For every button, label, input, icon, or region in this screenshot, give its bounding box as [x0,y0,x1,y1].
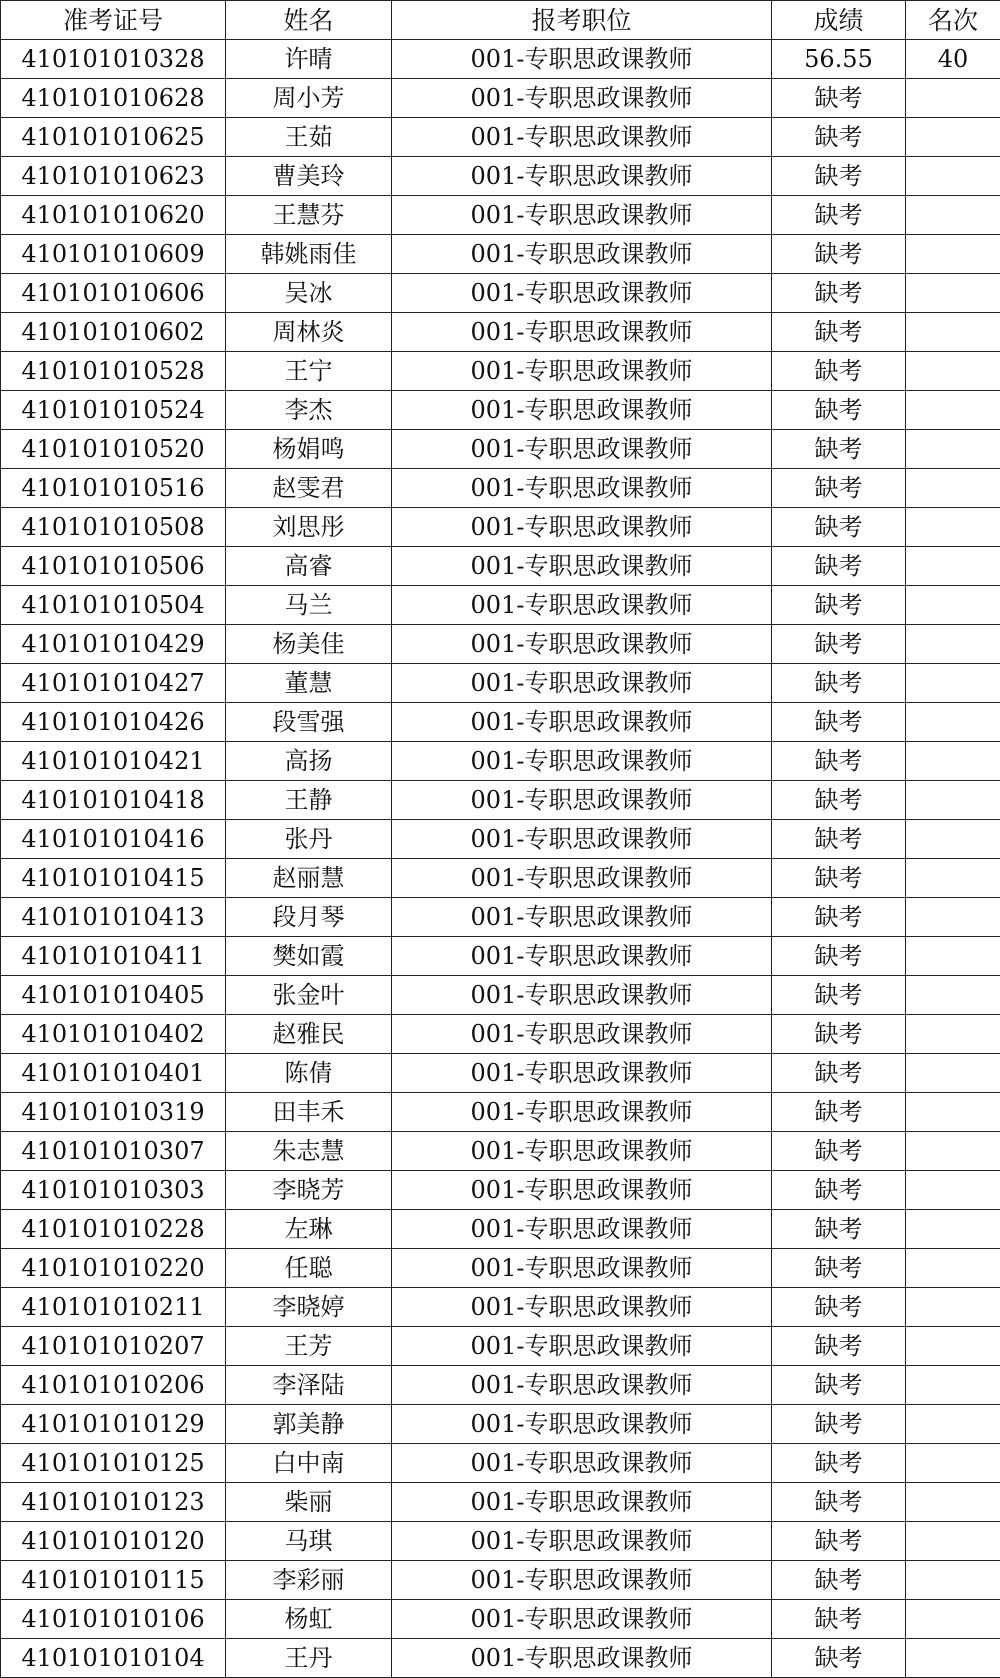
table-row [1,547,1000,586]
cell-rank [906,898,1000,937]
cell-score: 缺考 [772,235,906,274]
cell-name: 杨虹 [226,1600,392,1639]
cell-exam-id: 410101010413 [1,898,226,937]
cell-exam-id: 410101010504 [1,586,226,625]
table-row [1,664,1000,703]
table-row [1,586,1000,625]
cell-exam-id: 410101010405 [1,976,226,1015]
cell-name: 李晓芳 [226,1171,392,1210]
cell-score: 缺考 [772,79,906,118]
table-row [1,235,1000,274]
cell-name: 赵雯君 [226,469,392,508]
cell-rank [906,1132,1000,1171]
cell-position: 001-专职思政课教师 [392,1288,772,1327]
cell-position: 001-专职思政课教师 [392,898,772,937]
cell-position: 001-专职思政课教师 [392,196,772,235]
table-row [1,859,1000,898]
cell-score: 缺考 [772,703,906,742]
table-row [1,1210,1000,1249]
table-row [1,1522,1000,1561]
cell-rank [906,625,1000,664]
cell-exam-id: 410101010506 [1,547,226,586]
cell-rank [906,586,1000,625]
cell-position: 001-专职思政课教师 [392,1210,772,1249]
cell-exam-id: 410101010303 [1,1171,226,1210]
cell-name: 马兰 [226,586,392,625]
table-row [1,1600,1000,1639]
cell-rank [906,1444,1000,1483]
cell-position: 001-专职思政课教师 [392,1639,772,1678]
cell-name: 田丰禾 [226,1093,392,1132]
table-row [1,781,1000,820]
cell-name: 马琪 [226,1522,392,1561]
cell-exam-id: 410101010418 [1,781,226,820]
table-row [1,820,1000,859]
cell-score: 缺考 [772,1522,906,1561]
cell-position: 001-专职思政课教师 [392,352,772,391]
cell-rank [906,274,1000,313]
cell-score: 缺考 [772,1483,906,1522]
cell-score: 56.55 [772,40,906,79]
cell-position: 001-专职思政课教师 [392,1054,772,1093]
cell-name: 陈倩 [226,1054,392,1093]
table-row [1,1054,1000,1093]
cell-exam-id: 410101010411 [1,937,226,976]
cell-name: 柴丽 [226,1483,392,1522]
cell-name: 李泽陆 [226,1366,392,1405]
header-name: 姓名 [226,1,392,40]
cell-score: 缺考 [772,313,906,352]
cell-name: 段雪强 [226,703,392,742]
cell-name: 段月琴 [226,898,392,937]
cell-score: 缺考 [772,1366,906,1405]
cell-name: 张金叶 [226,976,392,1015]
cell-exam-id: 410101010120 [1,1522,226,1561]
cell-name: 周林炎 [226,313,392,352]
cell-rank [906,1054,1000,1093]
table-row [1,469,1000,508]
cell-position: 001-专职思政课教师 [392,40,772,79]
cell-rank [906,547,1000,586]
cell-name: 高扬 [226,742,392,781]
cell-exam-id: 410101010508 [1,508,226,547]
cell-position: 001-专职思政课教师 [392,859,772,898]
cell-rank [906,703,1000,742]
cell-score: 缺考 [772,1327,906,1366]
cell-score: 缺考 [772,1210,906,1249]
cell-exam-id: 410101010427 [1,664,226,703]
cell-exam-id: 410101010528 [1,352,226,391]
cell-exam-id: 410101010623 [1,157,226,196]
cell-rank [906,508,1000,547]
cell-exam-id: 410101010606 [1,274,226,313]
cell-exam-id: 410101010206 [1,1366,226,1405]
cell-score: 缺考 [772,742,906,781]
cell-position: 001-专职思政课教师 [392,313,772,352]
cell-score: 缺考 [772,937,906,976]
cell-score: 缺考 [772,859,906,898]
cell-name: 董慧 [226,664,392,703]
cell-position: 001-专职思政课教师 [392,1249,772,1288]
table-row [1,508,1000,547]
cell-score: 缺考 [772,1639,906,1678]
table-row [1,976,1000,1015]
cell-name: 杨娟鸣 [226,430,392,469]
cell-position: 001-专职思政课教师 [392,430,772,469]
cell-score: 缺考 [772,391,906,430]
table-row [1,937,1000,976]
cell-position: 001-专职思政课教师 [392,742,772,781]
header-rank: 名次 [906,1,1000,40]
table-row [1,742,1000,781]
cell-score: 缺考 [772,1444,906,1483]
cell-score: 缺考 [772,1171,906,1210]
cell-score: 缺考 [772,196,906,235]
cell-exam-id: 410101010524 [1,391,226,430]
cell-name: 周小芳 [226,79,392,118]
cell-position: 001-专职思政课教师 [392,1015,772,1054]
cell-position: 001-专职思政课教师 [392,1171,772,1210]
cell-name: 朱志慧 [226,1132,392,1171]
cell-name: 郭美静 [226,1405,392,1444]
cell-rank [906,157,1000,196]
cell-exam-id: 410101010125 [1,1444,226,1483]
cell-exam-id: 410101010207 [1,1327,226,1366]
cell-score: 缺考 [772,547,906,586]
cell-position: 001-专职思政课教师 [392,391,772,430]
cell-rank [906,664,1000,703]
table-row [1,391,1000,430]
cell-name: 李杰 [226,391,392,430]
cell-position: 001-专职思政课教师 [392,79,772,118]
cell-score: 缺考 [772,1600,906,1639]
cell-name: 王慧芬 [226,196,392,235]
cell-position: 001-专职思政课教师 [392,1366,772,1405]
cell-score: 缺考 [772,1132,906,1171]
cell-name: 王宁 [226,352,392,391]
cell-position: 001-专职思政课教师 [392,508,772,547]
cell-rank [906,781,1000,820]
cell-name: 王芳 [226,1327,392,1366]
cell-rank [906,1639,1000,1678]
cell-exam-id: 410101010319 [1,1093,226,1132]
cell-exam-id: 410101010401 [1,1054,226,1093]
header-position: 报考职位 [392,1,772,40]
cell-score: 缺考 [772,352,906,391]
table-row [1,1405,1000,1444]
table-header [1,1,1000,40]
cell-score: 缺考 [772,469,906,508]
cell-position: 001-专职思政课教师 [392,586,772,625]
cell-rank [906,937,1000,976]
cell-score: 缺考 [772,274,906,313]
cell-position: 001-专职思政课教师 [392,1405,772,1444]
cell-rank [906,196,1000,235]
cell-rank [906,976,1000,1015]
cell-name: 杨美佳 [226,625,392,664]
cell-exam-id: 410101010115 [1,1561,226,1600]
cell-rank [906,235,1000,274]
cell-position: 001-专职思政课教师 [392,937,772,976]
cell-exam-id: 410101010307 [1,1132,226,1171]
cell-rank [906,1327,1000,1366]
cell-rank [906,118,1000,157]
cell-exam-id: 410101010328 [1,40,226,79]
table-row [1,1015,1000,1054]
table-row [1,79,1000,118]
cell-exam-id: 410101010602 [1,313,226,352]
cell-score: 缺考 [772,430,906,469]
cell-score: 缺考 [772,508,906,547]
cell-score: 缺考 [772,1405,906,1444]
table-row [1,625,1000,664]
cell-position: 001-专职思政课教师 [392,625,772,664]
cell-position: 001-专职思政课教师 [392,274,772,313]
cell-name: 张丹 [226,820,392,859]
cell-position: 001-专职思政课教师 [392,1444,772,1483]
table-row [1,1483,1000,1522]
cell-name: 韩姚雨佳 [226,235,392,274]
cell-exam-id: 410101010104 [1,1639,226,1678]
cell-name: 王静 [226,781,392,820]
cell-score: 缺考 [772,1093,906,1132]
table-row [1,1444,1000,1483]
cell-score: 缺考 [772,586,906,625]
table-row [1,40,1000,79]
cell-rank [906,391,1000,430]
cell-name: 王茹 [226,118,392,157]
cell-position: 001-专职思政课教师 [392,1522,772,1561]
cell-name: 白中南 [226,1444,392,1483]
header-exam-id: 准考证号 [1,1,226,40]
cell-exam-id: 410101010123 [1,1483,226,1522]
cell-position: 001-专职思政课教师 [392,1132,772,1171]
table-row [1,1093,1000,1132]
cell-score: 缺考 [772,1249,906,1288]
cell-name: 李晓婷 [226,1288,392,1327]
cell-exam-id: 410101010220 [1,1249,226,1288]
table-row [1,1171,1000,1210]
cell-exam-id: 410101010620 [1,196,226,235]
cell-exam-id: 410101010625 [1,118,226,157]
cell-position: 001-专职思政课教师 [392,703,772,742]
cell-position: 001-专职思政课教师 [392,1327,772,1366]
cell-score: 缺考 [772,1561,906,1600]
cell-exam-id: 410101010520 [1,430,226,469]
cell-position: 001-专职思政课教师 [392,664,772,703]
table-row [1,352,1000,391]
cell-name: 王丹 [226,1639,392,1678]
cell-score: 缺考 [772,1015,906,1054]
cell-position: 001-专职思政课教师 [392,976,772,1015]
cell-rank [906,820,1000,859]
cell-name: 任聪 [226,1249,392,1288]
header-row [1,1,1000,40]
cell-rank [906,1483,1000,1522]
cell-position: 001-专职思政课教师 [392,235,772,274]
cell-rank [906,1015,1000,1054]
cell-rank [906,1093,1000,1132]
cell-rank [906,1405,1000,1444]
cell-name: 左琳 [226,1210,392,1249]
cell-score: 缺考 [772,664,906,703]
table-row [1,313,1000,352]
cell-rank [906,1366,1000,1405]
cell-name: 李彩丽 [226,1561,392,1600]
cell-score: 缺考 [772,976,906,1015]
cell-exam-id: 410101010211 [1,1288,226,1327]
header-score: 成绩 [772,1,906,40]
cell-position: 001-专职思政课教师 [392,1483,772,1522]
table-row [1,1366,1000,1405]
cell-position: 001-专职思政课教师 [392,118,772,157]
cell-score: 缺考 [772,118,906,157]
cell-exam-id: 410101010429 [1,625,226,664]
cell-exam-id: 410101010402 [1,1015,226,1054]
table-row [1,1249,1000,1288]
table-row [1,157,1000,196]
table-row [1,1288,1000,1327]
cell-position: 001-专职思政课教师 [392,157,772,196]
cell-rank [906,1249,1000,1288]
cell-position: 001-专职思政课教师 [392,1600,772,1639]
table-row [1,1639,1000,1678]
cell-name: 刘思彤 [226,508,392,547]
cell-position: 001-专职思政课教师 [392,547,772,586]
cell-rank [906,1561,1000,1600]
cell-exam-id: 410101010609 [1,235,226,274]
cell-exam-id: 410101010628 [1,79,226,118]
cell-name: 曹美玲 [226,157,392,196]
cell-rank [906,469,1000,508]
cell-position: 001-专职思政课教师 [392,781,772,820]
cell-exam-id: 410101010516 [1,469,226,508]
cell-rank [906,742,1000,781]
cell-score: 缺考 [772,625,906,664]
cell-position: 001-专职思政课教师 [392,820,772,859]
cell-score: 缺考 [772,781,906,820]
cell-exam-id: 410101010416 [1,820,226,859]
cell-score: 缺考 [772,1054,906,1093]
cell-exam-id: 410101010228 [1,1210,226,1249]
cell-position: 001-专职思政课教师 [392,469,772,508]
table-row [1,1132,1000,1171]
cell-name: 高睿 [226,547,392,586]
cell-name: 许晴 [226,40,392,79]
cell-name: 樊如霞 [226,937,392,976]
cell-rank [906,1600,1000,1639]
cell-rank [906,1288,1000,1327]
cell-exam-id: 410101010426 [1,703,226,742]
cell-rank [906,430,1000,469]
cell-rank [906,79,1000,118]
cell-exam-id: 410101010421 [1,742,226,781]
cell-rank [906,1210,1000,1249]
table-row [1,274,1000,313]
cell-rank [906,1171,1000,1210]
cell-rank: 40 [906,40,1000,79]
cell-score: 缺考 [772,898,906,937]
cell-rank [906,313,1000,352]
cell-name: 赵丽慧 [226,859,392,898]
table-row [1,1327,1000,1366]
table-row [1,118,1000,157]
table-row [1,1561,1000,1600]
cell-rank [906,1522,1000,1561]
table-row [1,196,1000,235]
cell-position: 001-专职思政课教师 [392,1561,772,1600]
cell-rank [906,352,1000,391]
cell-position: 001-专职思政课教师 [392,1093,772,1132]
cell-rank [906,859,1000,898]
cell-exam-id: 410101010415 [1,859,226,898]
table-row [1,898,1000,937]
cell-name: 赵雅民 [226,1015,392,1054]
cell-score: 缺考 [772,1288,906,1327]
table-body [1,40,1000,1678]
cell-exam-id: 410101010129 [1,1405,226,1444]
cell-exam-id: 410101010106 [1,1600,226,1639]
table-row [1,703,1000,742]
cell-score: 缺考 [772,157,906,196]
table-row [1,430,1000,469]
cell-name: 吴冰 [226,274,392,313]
cell-score: 缺考 [772,820,906,859]
